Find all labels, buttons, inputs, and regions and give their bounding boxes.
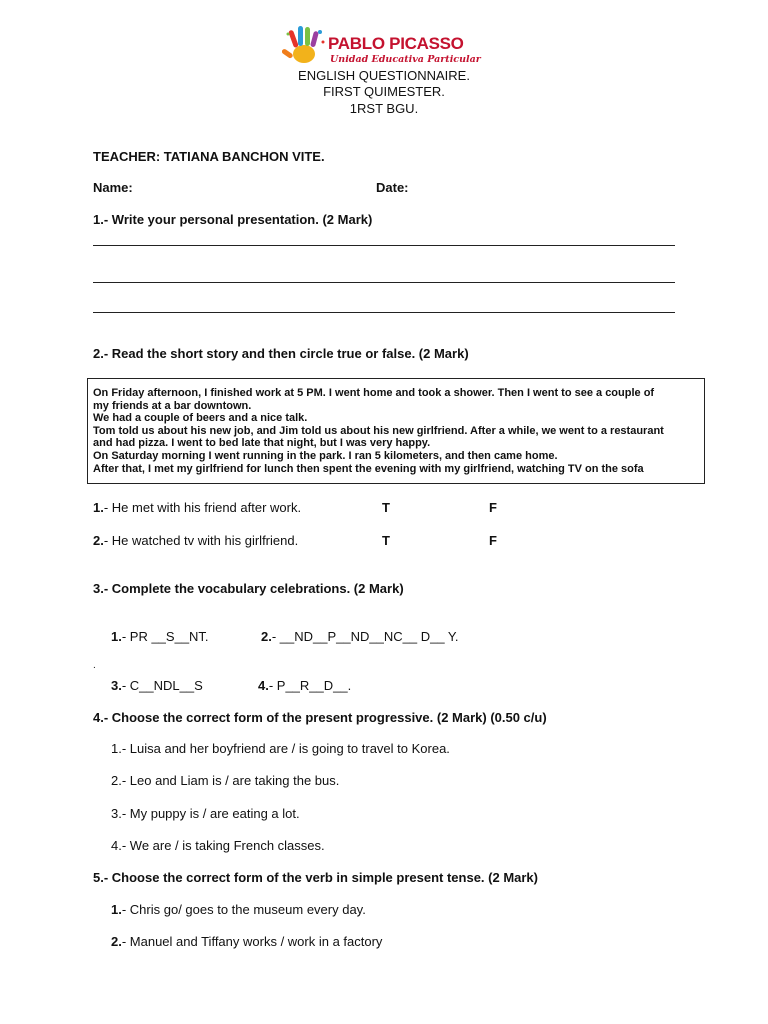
vocab-item-text: - PR __S__NT.	[121, 629, 209, 644]
present-item-text: - Chris go/ goes to the museum every day.	[121, 902, 366, 917]
progressive-item: 3.- My puppy is / are eating a lot.	[111, 806, 300, 821]
present-item-2	[111, 934, 382, 949]
doc-title: ENGLISH QUESTIONNAIRE.	[298, 68, 470, 83]
question-4-title: 4.- Choose the correct form of the present progressive. (2 Mark) (0.50 c/u)	[93, 710, 547, 725]
tf-item-text: - He watched tv with his girlfriend.	[103, 533, 299, 548]
progressive-item: 2.- Leo and Liam is / are taking the bus.	[111, 773, 340, 788]
tf-item-2	[93, 533, 298, 548]
present-item-number: 2.	[111, 934, 122, 949]
vocab-item-number: 4.	[258, 678, 269, 693]
question-1-title	[93, 212, 372, 227]
present-item-1	[111, 902, 366, 917]
vocab-item-number: 1.	[111, 629, 122, 644]
vocab-item-1	[111, 629, 209, 644]
story-box	[87, 378, 705, 484]
hand-print-icon	[282, 24, 328, 68]
answer-line[interactable]	[93, 312, 675, 313]
progressive-item: 1.- Luisa and her boyfriend are / is going to travel to Korea.	[111, 741, 450, 756]
vocab-item-2	[261, 629, 459, 644]
school-subtitle: Unidad Educativa Particular	[330, 54, 481, 65]
tf-item-number: 2.	[93, 533, 104, 548]
stray-dot: .	[93, 660, 96, 671]
school-name: PABLO PICASSO	[328, 34, 464, 53]
present-item-number: 1.	[111, 902, 122, 917]
name-label: Name:	[93, 180, 133, 195]
story-line: Tom told us about his new job, and Jim told us about his new girlfriend. After a while, we went to a restaurant	[93, 424, 664, 437]
teacher-label: TEACHER: TATIANA BANCHON VITE.	[93, 149, 325, 164]
vocab-item-3	[111, 678, 203, 693]
vocab-item-text: - __ND__P__ND__NC__ D__ Y.	[271, 629, 459, 644]
story-line: After that, I met my girlfriend for lunch then spent the evening with my girlfriend, watching TV on the sofa	[93, 462, 644, 475]
doc-subtitle: FIRST QUIMESTER.	[323, 84, 445, 99]
vocab-item-number: 3.	[111, 678, 122, 693]
question-2-title: 2.- Read the short story and then circle true or false. (2 Mark)	[93, 346, 469, 361]
story-line: my friends at a bar downtown.	[93, 399, 252, 412]
true-option[interactable]: T	[382, 533, 390, 548]
vocab-item-text: - C__NDL__S	[121, 678, 203, 693]
story-line: On Saturday morning I went running in the park. I ran 5 kilometers, and then came home.	[93, 449, 558, 462]
tf-item-number: 1.	[93, 500, 104, 515]
answer-line[interactable]	[93, 282, 675, 283]
present-item-text: - Manuel and Tiffany works / work in a factory	[121, 934, 383, 949]
question-3-title: 3.- Complete the vocabulary celebrations. (2 Mark)	[93, 581, 404, 596]
school-logo	[282, 24, 481, 68]
vocab-item-text: - P__R__D__.	[268, 678, 352, 693]
story-line: and had pizza. I went to bed late that night, but I was very happy.	[93, 437, 431, 450]
vocab-item-number: 2.	[261, 629, 272, 644]
progressive-item: 4.- We are / is taking French classes.	[111, 838, 325, 853]
false-option[interactable]: F	[489, 533, 497, 548]
vocab-item-4	[258, 678, 351, 693]
answer-line[interactable]	[93, 245, 675, 246]
story-text	[88, 379, 703, 475]
false-option[interactable]: F	[489, 500, 497, 515]
story-line: We had a couple of beers and a nice talk.	[93, 412, 308, 425]
true-option[interactable]: T	[382, 500, 390, 515]
date-label: Date:	[376, 180, 409, 195]
question-1-text: - Write your personal presentation. (2 Mark)	[103, 212, 373, 227]
tf-item-text: - He met with his friend after work.	[103, 500, 302, 515]
doc-grade: 1RST BGU.	[349, 101, 419, 116]
story-line: On Friday afternoon, I finished work at 5 PM. I went home and took a shower. Then I went to see a couple of	[93, 387, 655, 399]
question-1-number: 1.	[93, 212, 104, 227]
tf-item-1	[93, 500, 301, 515]
question-5-title: 5.- Choose the correct form of the verb in simple present tense. (2 Mark)	[93, 870, 538, 885]
